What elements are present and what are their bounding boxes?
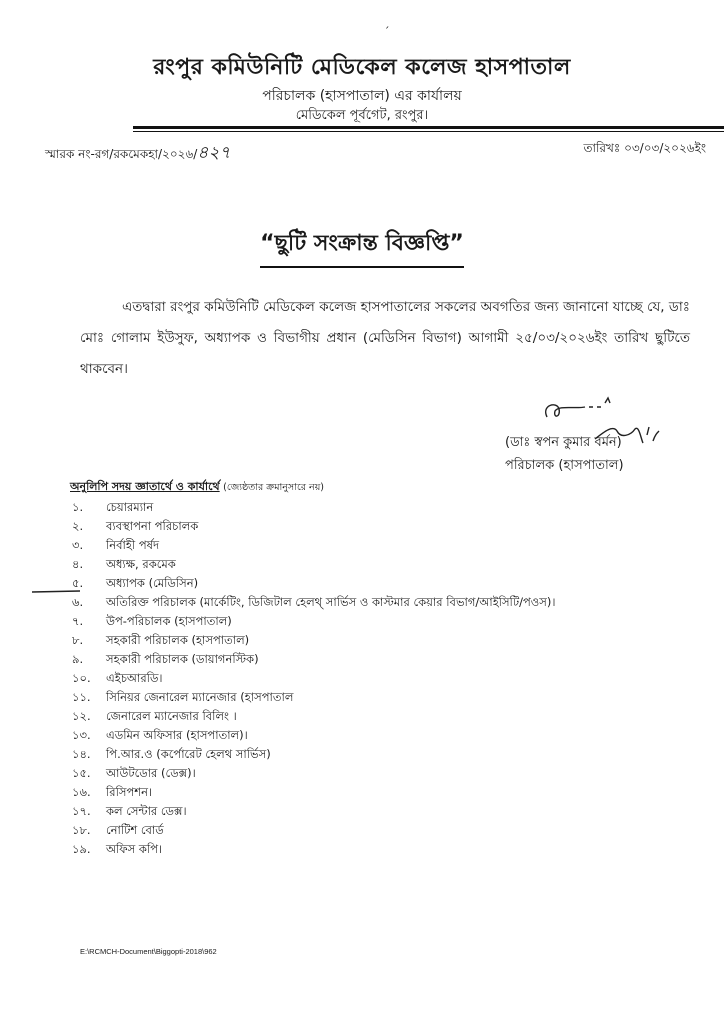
list-item: ৮. সহকারী পরিচালক (হাসপাতাল) — [72, 633, 250, 647]
list-item: ১৫. আউটডোর (ডেক্স)। — [72, 766, 196, 780]
notice-title: “ছুটি সংক্রান্ত বিজ্ঞপ্তি” — [260, 226, 464, 268]
office-name: পরিচালক (হাসপাতাল) এর কার্যালয় — [262, 88, 462, 104]
memo-reference-prefix: স্মারক নং-রগ/রকমেকহা/২০২৬/ — [45, 147, 198, 161]
list-item: ১. চেয়ারম্যান — [72, 500, 154, 514]
copy-to-heading-note: (জ্যেষ্ঠতার ক্রমানুসারে নয়) — [223, 482, 324, 493]
signatory-title: পরিচালক (হাসপাতাল) — [505, 458, 624, 473]
office-address: মেডিকেল পূর্বগেট, রংপুর। — [295, 108, 429, 123]
header-divider-thick — [133, 126, 724, 129]
footer-file-path: E:\RCMCH-Document\Biggopti-2018\962 — [80, 947, 217, 956]
list-item: ৪. অধ্যক্ষ, রকমেক — [72, 557, 176, 571]
list-item: ২. ব্যবস্থাপনা পরিচালক — [72, 519, 199, 533]
signatory-name: (ডাঃ স্বপন কুমার বর্মন) — [505, 435, 622, 450]
list-item: ১৩. এডমিন অফিসার (হাসপাতাল)। — [72, 728, 248, 742]
list-item: ৯. সহকারী পরিচালক (ডায়াগনস্টিক) — [72, 652, 259, 666]
list-item: ১২. জেনারেল ম্যানেজার বিলিং । — [72, 709, 237, 723]
list-item: ১৮. নোটিশ বোর্ড — [72, 823, 164, 837]
list-item: ১৬. রিসিপশন। — [72, 785, 153, 799]
list-item: ৩. নির্বাহী পর্ষদ — [72, 538, 160, 552]
copy-to-heading — [70, 478, 324, 497]
list-item: ৫. অধ্যাপক (মেডিসিন) — [72, 576, 199, 590]
list-item: ৬. অতিরিক্ত পরিচালক (মার্কেটিং, ডিজিটাল হেলথ্ সার্ভিস ও কাস্টমার কেয়ার বিভাগ/আইসিটি/পওস)। — [72, 595, 556, 609]
notice-title-wrap — [0, 226, 724, 268]
copy-to-heading-label: অনুলিপি সদয় জ্ঞাতার্থে ও কার্যার্থে — [70, 480, 220, 493]
list-item: ১৯. অফিস কপি। — [72, 842, 163, 856]
list-item: ১৭. কল সেন্টার ডেক্স। — [72, 804, 187, 818]
list-item: ১১. সিনিয়র জেনারেল ম্যানেজার (হাসপাতাল — [72, 690, 294, 704]
header-divider-thin — [133, 131, 724, 132]
memo-date: তারিখঃ ০৩/০৩/২০২৬ইং — [583, 141, 706, 155]
notice-body: এতদ্বারা রংপুর কমিউনিটি মেডিকেল কলেজ হাসপাতালের সকলের অবগতির জন্য জানানো যাচ্ছে যে, ডাঃ মোঃ গোলাম ইউসুফ, অধ্যাপক ও বিভাগীয় প্রধান (মেডিসিন বিভাগ) আগামী ২৫/০৩/২০২৬ইং তারিখ ছুটিতে থাকবেন। — [80, 299, 690, 377]
stray-mark: ˏ — [384, 16, 390, 29]
list-item: ১৪. পি.আর.ও (কর্পোরেট হেলথ সার্ভিস) — [72, 747, 271, 761]
memo-reference-number: ৪২৭ — [197, 143, 231, 163]
memo-reference — [45, 140, 230, 168]
list-item: ১০. এইচআরডি। — [72, 671, 163, 685]
hospital-name: রংপুর কমিউনিটি মেডিকেল কলেজ হাসপাতাল — [153, 55, 571, 80]
list-item: ৭. উপ-পরিচালক (হাসপাতাল) — [72, 614, 232, 628]
copy-to-list — [70, 498, 555, 859]
